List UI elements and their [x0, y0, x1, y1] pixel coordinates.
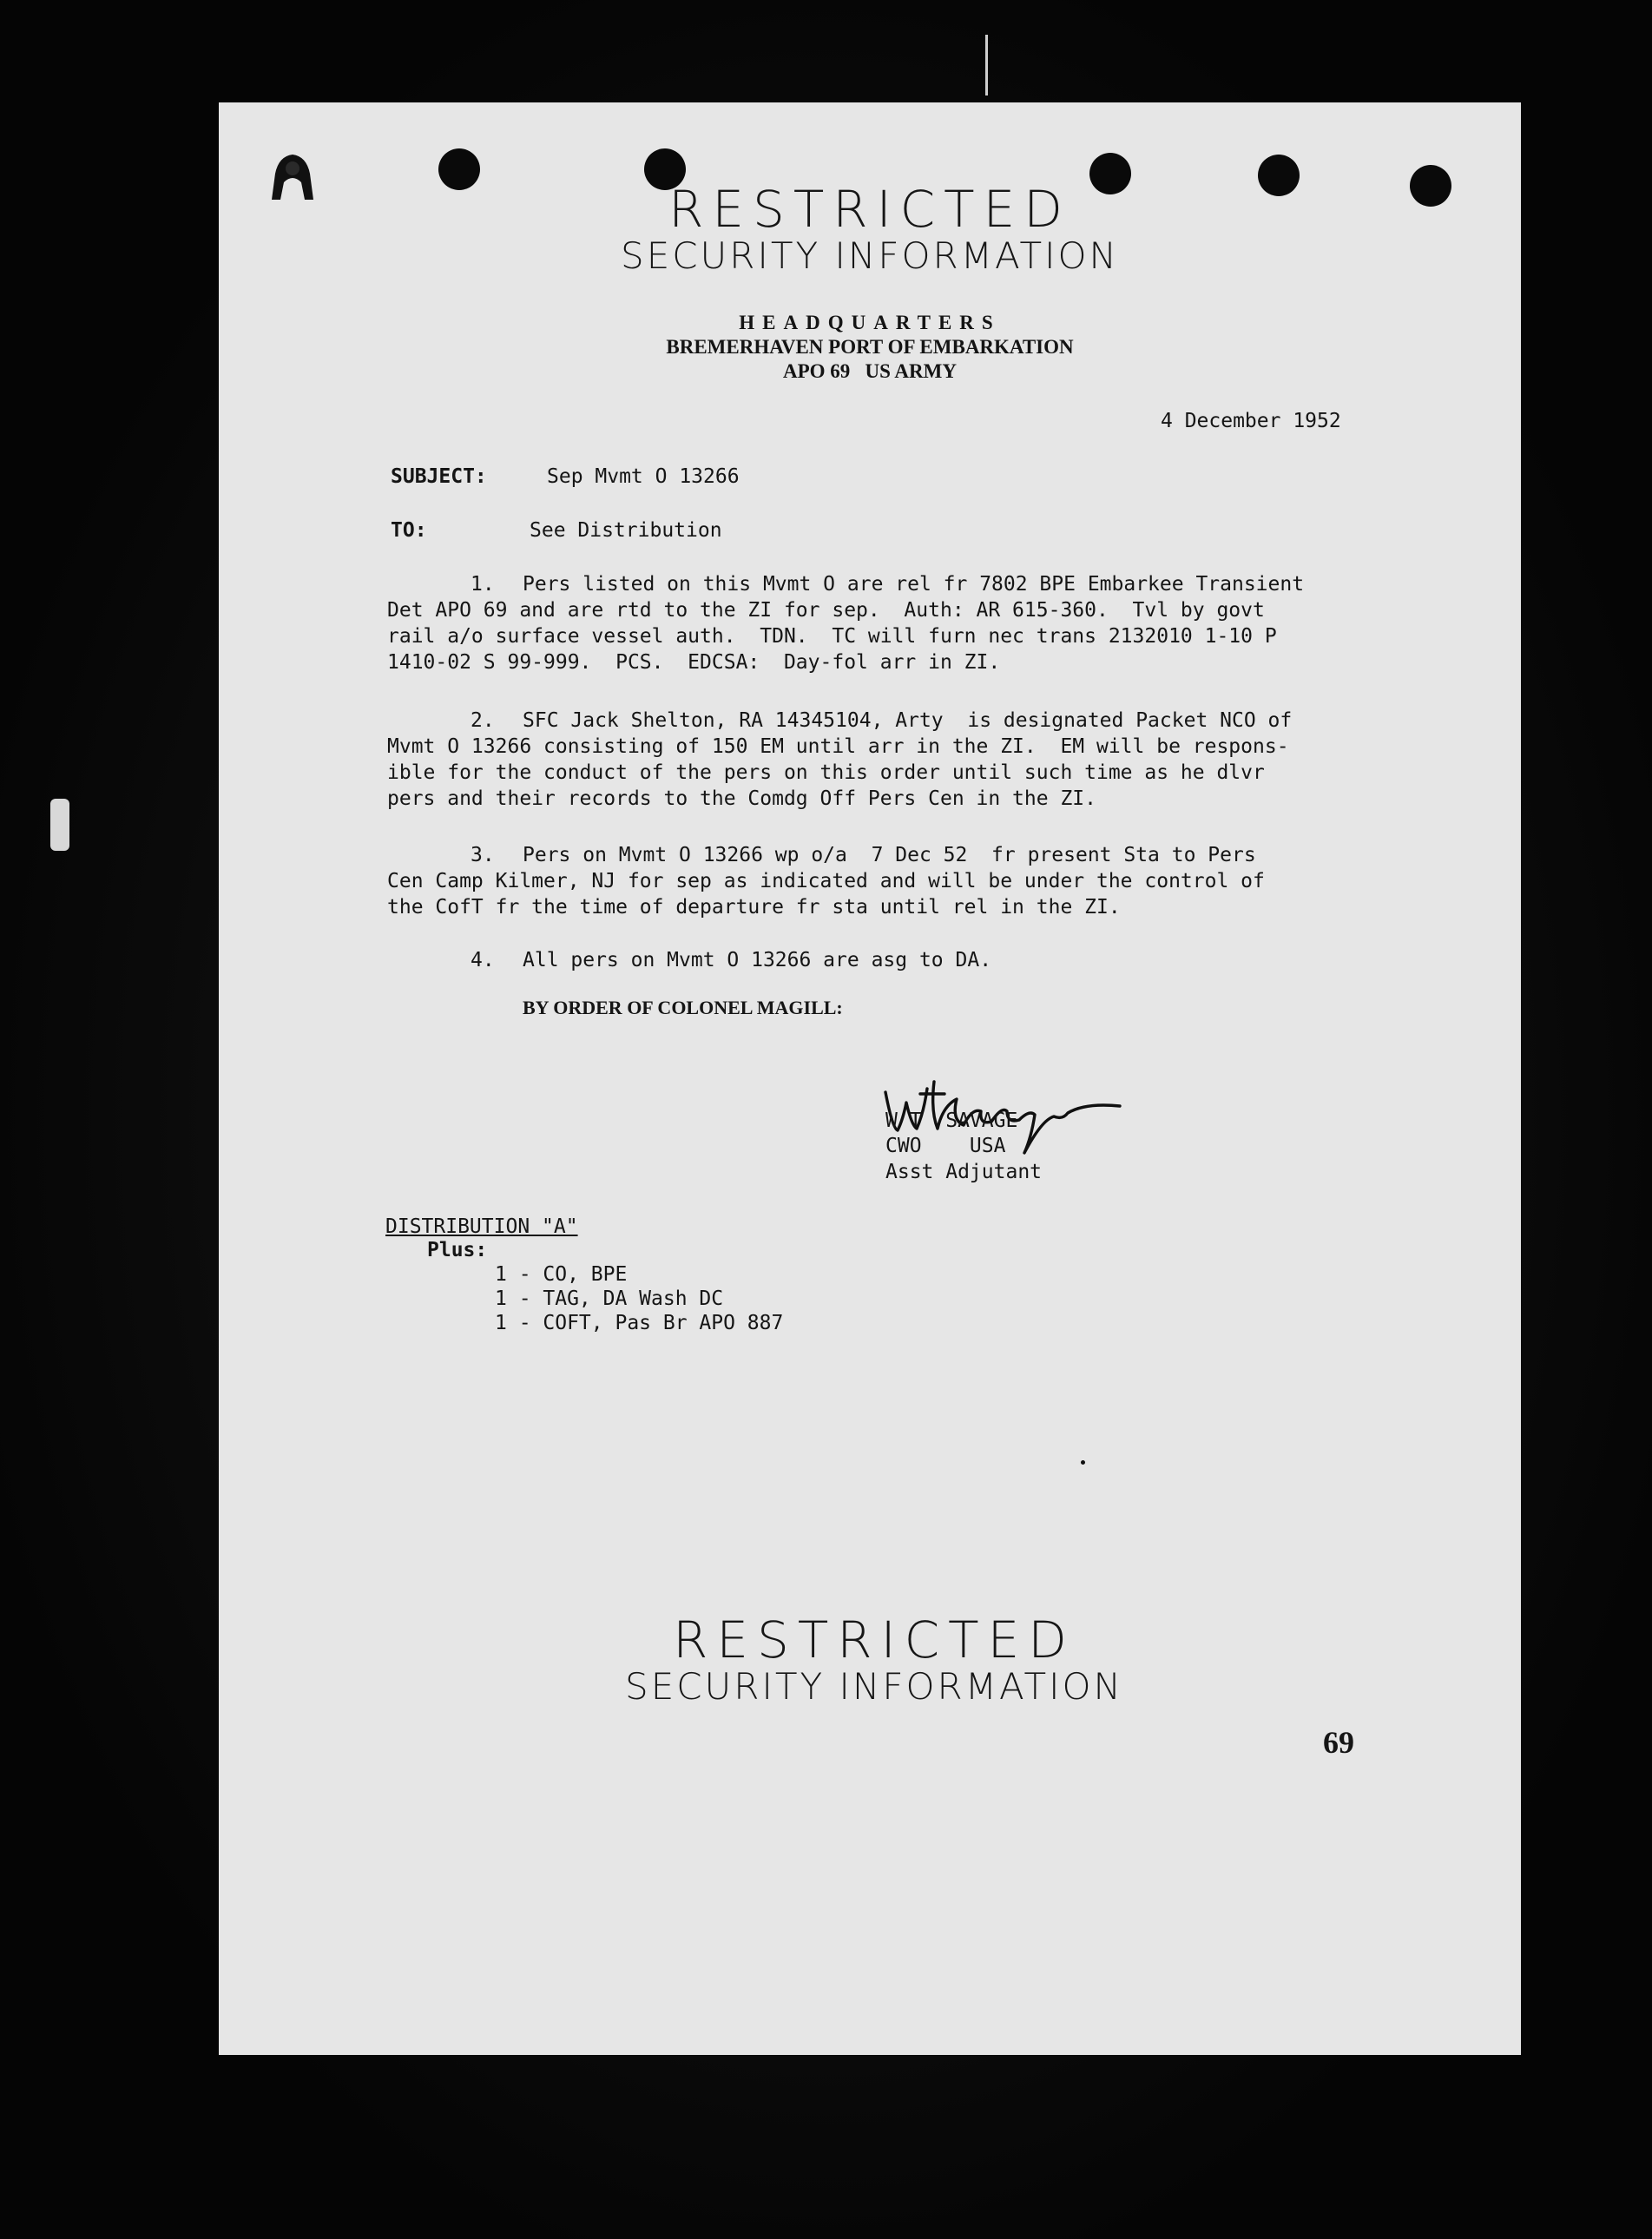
- page-number: 69: [1323, 1725, 1354, 1760]
- paragraph-3-line: the CofT fr the time of departure fr sta until rel in the ZI.: [387, 896, 1121, 919]
- paragraph-3-line: Cen Camp Kilmer, NJ for sep as indicated and will be under the control of: [387, 870, 1265, 892]
- paragraph-3-number: 3.: [471, 844, 495, 866]
- paragraph-2-line: Mvmt O 13266 consisting of 150 EM until arr in the ZI. EM will be respons-: [387, 735, 1289, 758]
- paragraph-1-line: Det APO 69 and are rtd to the ZI for sep. Auth: AR 615-360. Tvl by govt: [387, 599, 1265, 622]
- stamp-bottom-line1: RESTRICTED: [673, 1610, 1076, 1669]
- subject-value: Sep Mvmt O 13266: [547, 465, 740, 488]
- distribution-item: 1 - COFT, Pas Br APO 887: [495, 1312, 784, 1334]
- paragraph-3-line: Pers on Mvmt O 13266 wp o/a 7 Dec 52 fr present Sta to Pers: [523, 844, 1256, 866]
- restricted-stamp-bottom: [227, 1610, 1521, 1708]
- to-label: TO:: [391, 519, 427, 542]
- order-line: BY ORDER OF COLONEL MAGILL:: [523, 997, 843, 1018]
- distribution-plus: Plus:: [427, 1239, 488, 1261]
- paragraph-2-number: 2.: [471, 709, 495, 732]
- paragraph-4-number: 4.: [471, 949, 495, 971]
- distribution-item: 1 - CO, BPE: [495, 1263, 628, 1286]
- paragraph-1-line: rail a/o surface vessel auth. TDN. TC will furn nec trans 2132010 1-10 P: [387, 625, 1277, 648]
- document-page: [219, 102, 1521, 2055]
- distribution-item: 1 - TAG, DA Wash DC: [495, 1287, 724, 1310]
- signature-name: W T SAVAGE: [885, 1110, 1018, 1132]
- paragraph-4-line: All pers on Mvmt O 13266 are asg to DA.: [523, 949, 992, 971]
- stamp-top-line2: SECURITY INFORMATION: [621, 234, 1119, 277]
- paragraph-2-line: SFC Jack Shelton, RA 14345104, Arty is designated Packet NCO of: [523, 709, 1293, 732]
- stamp-top-line1: RESTRICTED: [668, 180, 1071, 239]
- restricted-stamp-top: [219, 182, 1521, 276]
- stamp-bottom-line2: SECURITY INFORMATION: [625, 1665, 1123, 1708]
- subject-label: SUBJECT:: [391, 465, 487, 488]
- signature-title: Asst Adjutant: [885, 1161, 1043, 1183]
- to-value: See Distribution: [530, 519, 722, 542]
- letterhead-line3: APO 69 US ARMY: [783, 360, 957, 382]
- letterhead-line2: BREMERHAVEN PORT OF EMBARKATION: [666, 336, 1074, 358]
- paragraph-2-line: ible for the conduct of the pers on this order until such time as he dlvr: [387, 761, 1265, 784]
- paragraph-1-number: 1.: [471, 573, 495, 596]
- signature-rank: CWO USA: [885, 1135, 1006, 1157]
- scan-debris: [985, 35, 988, 95]
- document-date: 4 December 1952: [1161, 410, 1341, 432]
- letterhead-line1: HEADQUARTERS: [739, 312, 1001, 333]
- distribution-heading: DISTRIBUTION "A": [385, 1215, 578, 1238]
- paragraph-1-line: 1410-02 S 99-999. PCS. EDCSA: Day-fol arr in ZI.: [387, 651, 1001, 674]
- scan-debris: [50, 799, 69, 851]
- stray-mark: [1081, 1460, 1085, 1465]
- letterhead: [219, 311, 1521, 384]
- paragraph-1-line: Pers listed on this Mvmt O are rel fr 7802 BPE Embarkee Transient: [523, 573, 1305, 596]
- paragraph-2-line: pers and their records to the Comdg Off Pers Cen in the ZI.: [387, 787, 1096, 810]
